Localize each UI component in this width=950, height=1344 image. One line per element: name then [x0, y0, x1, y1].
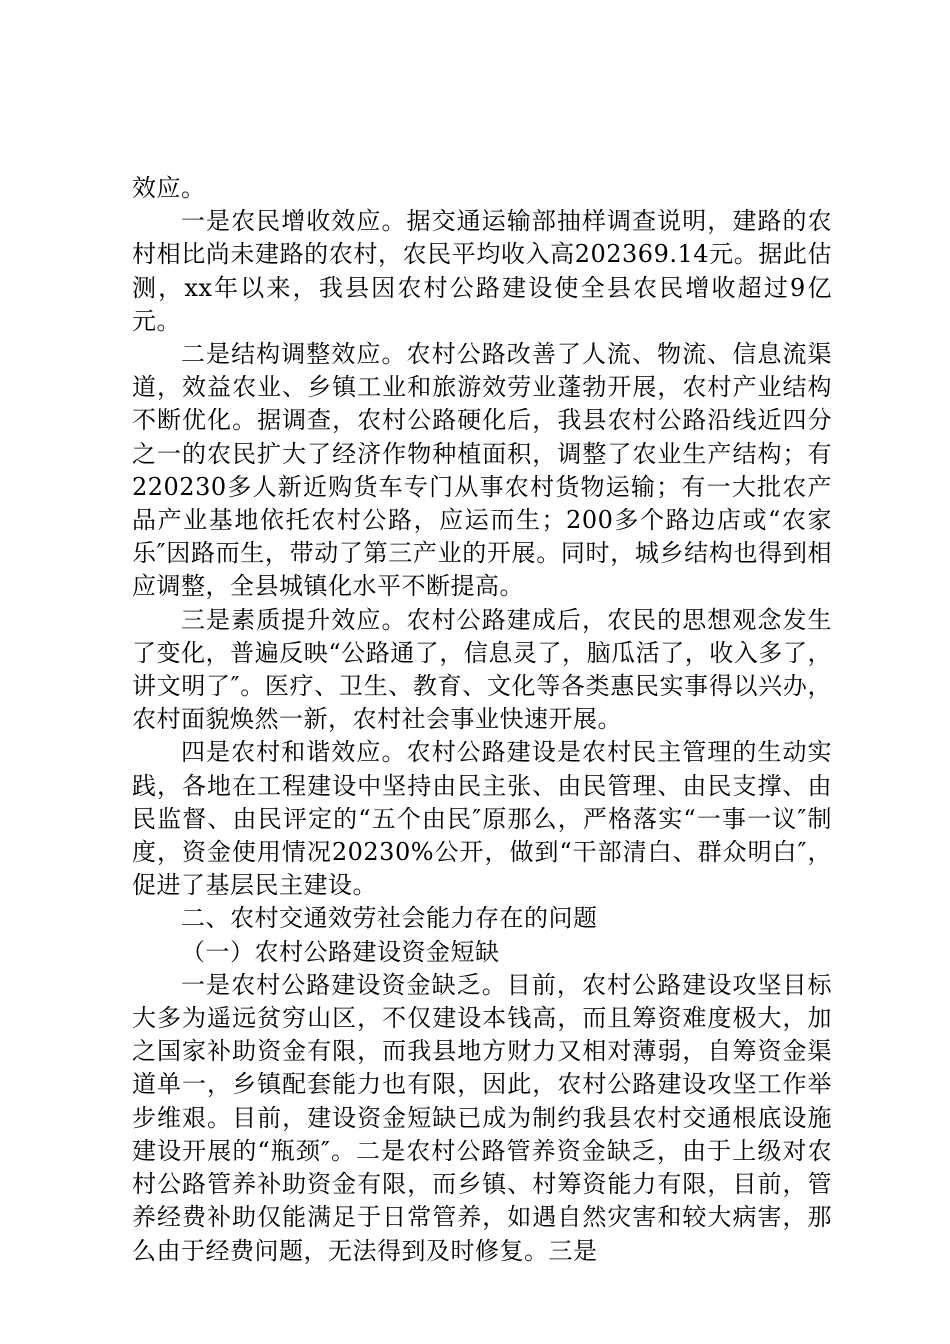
paragraph-quality-improvement-effect: 三是素质提升效应。农村公路建成后，农民的思想观念发生了变化，普遍反映“公路通了，信息灵了，脑瓜活了，收入多了，讲文明了″。医疗、卫生、教育、文化等各类惠民实事得以兴办，农村面貌焕然一新，农村社会事业快速开展。: [132, 605, 832, 734]
paragraph-rural-harmony-effect: 四是农村和谐效应。农村公路建设是农村民主管理的生动实践，各地在工程建设中坚持由民主张、由民管理、由民支撑、由民监督、由民评定的“五个由民″原那么，严格落实“一事一议″制度，资金使用情况20230%公开，做到“干部清白、群众明白″，促进了基层民主建设。: [132, 738, 832, 900]
paragraph-farmer-income-effect: 一是农民增收效应。据交通运输部抽样调查说明，建路的农村相比尚未建路的农村，农民平均收入高202369.14元。据此估测，xx年以来，我县因农村公路建设使全县农民增收超过9亿元。: [132, 207, 832, 335]
paragraph-structure-adjustment-effect: 二是结构调整效应。农村公路改善了人流、物流、信息流渠道，效益农业、乡镇工业和旅游效劳业蓬勃开展，农村产业结构不断优化。据调查，农村公路硬化后，我县农村公路沿线近四分之一的农民扩大了经济作物种植面积，调整了农业生产结构；有220230多人新近购货车专门从事农村货物运输；有一大批农产品产业基地依托农村公路，应运而生；200多个路边店或“农家乐″因路而生，带动了第三产业的开展。同时，城乡结构也得到相应调整，全县城镇化水平不断提高。: [132, 340, 832, 601]
subsection-heading-funding-shortage: （一）农村公路建设资金短缺: [181, 937, 500, 966]
document-body: [132, 172, 832, 1268]
section-heading-problems: 二、农村交通效劳社会能力存在的问题: [181, 904, 598, 933]
paragraph-funding-shortage: 一是农村公路建设资金缺乏。目前，农村公路建设攻坚目标大多为遥远贫穷山区，不仅建设本钱高，而且筹资难度极大，加之国家补助资金有限，而我县地方财力又相对薄弱，自筹资金渠道单一，乡镇配套能力也有限，因此，农村公路建设攻坚工作举步维艰。目前，建设资金短缺已成为制约我县农村交通根底设施建设开展的“瓶颈″。二是农村公路管养资金缺乏，由于上级对农村公路管养补助资金有限，而乡镇、村筹资能力有限，目前，管养经费补助仅能满足于日常管养，如遇自然灾害和较大病害，那么由于经费问题，无法得到及时修复。三是: [132, 970, 832, 1265]
paragraph-continuation: 效应。: [132, 174, 206, 202]
